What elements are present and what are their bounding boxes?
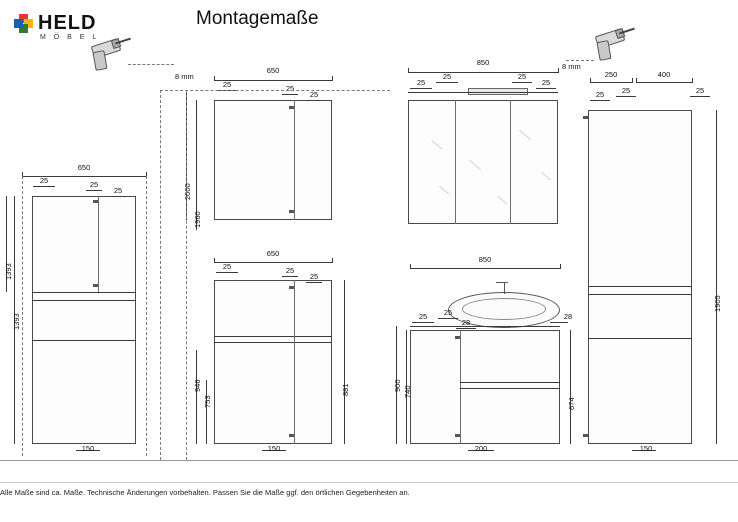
dim-850-vanity: 850 [478, 255, 492, 264]
cabinet-upper-mid [214, 100, 332, 220]
dim-753: 753 [203, 395, 212, 408]
dim-25: 25 [416, 78, 426, 87]
floor-line [0, 460, 738, 461]
dim-200: 200 [474, 444, 488, 453]
dim-25: 25 [595, 90, 605, 99]
dim-25: 25 [442, 72, 452, 81]
divider [0, 482, 738, 483]
brand-name: HELD [38, 12, 97, 34]
dim-25: 25 [621, 86, 631, 95]
dim-25: 25 [541, 78, 551, 87]
dim-650-lower: 650 [266, 249, 280, 258]
dim-150-mid: 150 [267, 444, 281, 453]
washbasin-inner [462, 298, 546, 320]
dim-400: 400 [657, 70, 671, 79]
dim-740: 740 [403, 385, 412, 398]
drill-icon-right [588, 28, 636, 62]
dim-25: 25 [418, 312, 428, 321]
dim-25: 25 [285, 266, 295, 275]
drill-note-right: 8 mm [562, 62, 581, 71]
dim-25: 25 [443, 308, 453, 317]
cabinet-right-tall [588, 110, 692, 444]
dim-25: 25 [222, 262, 232, 271]
dim-850-mirror: 850 [476, 58, 490, 67]
dim-25: 25 [695, 86, 705, 95]
dim-250: 250 [604, 70, 618, 79]
dim-2000: 2000 [183, 183, 192, 200]
vanity-unit [410, 330, 560, 444]
dim-900: 900 [393, 379, 402, 392]
dim-28b: 28 [563, 312, 573, 321]
dim-25: 25 [39, 176, 49, 185]
dim-150-right: 150 [639, 444, 653, 453]
dim-650-upper: 650 [266, 66, 280, 75]
dim-25: 25 [309, 90, 319, 99]
dim-25: 25 [309, 272, 319, 281]
logo-diamond-icon [14, 14, 34, 34]
cabinet-lower-mid [214, 280, 332, 444]
footnote-text: Alle Maße sind ca. Maße. Technische Änderungen vorbehalten. Passen Sie die Maße ggf. den örtlichen Gegebenheiten an. [0, 488, 410, 497]
dim-28: 28 [461, 318, 471, 327]
dim-650-left: 650 [77, 163, 91, 172]
faucet [504, 282, 505, 294]
dim-25: 25 [89, 180, 99, 189]
dim-25: 25 [285, 84, 295, 93]
dim-946: 946 [193, 379, 202, 392]
brand-subtitle: M Ö B E L [40, 34, 100, 41]
dim-25: 25 [222, 80, 232, 89]
dim-25: 25 [517, 72, 527, 81]
dim-1393b: 1393 [4, 263, 13, 280]
drill-icon-left [84, 38, 132, 72]
dim-1905: 1905 [713, 295, 722, 312]
dim-150-left: 150 [81, 444, 95, 453]
page-title: Montagemaße [196, 8, 319, 29]
dim-25: 25 [113, 186, 123, 195]
cabinet-left-tall [32, 196, 136, 444]
dim-881: 881 [341, 383, 350, 396]
dim-1393: 1393 [12, 313, 21, 330]
drill-note-left: 8 mm [175, 72, 194, 81]
dim-1960: 1960 [193, 211, 202, 228]
dim-674: 674 [567, 397, 576, 410]
mirror-cabinet [408, 100, 558, 224]
